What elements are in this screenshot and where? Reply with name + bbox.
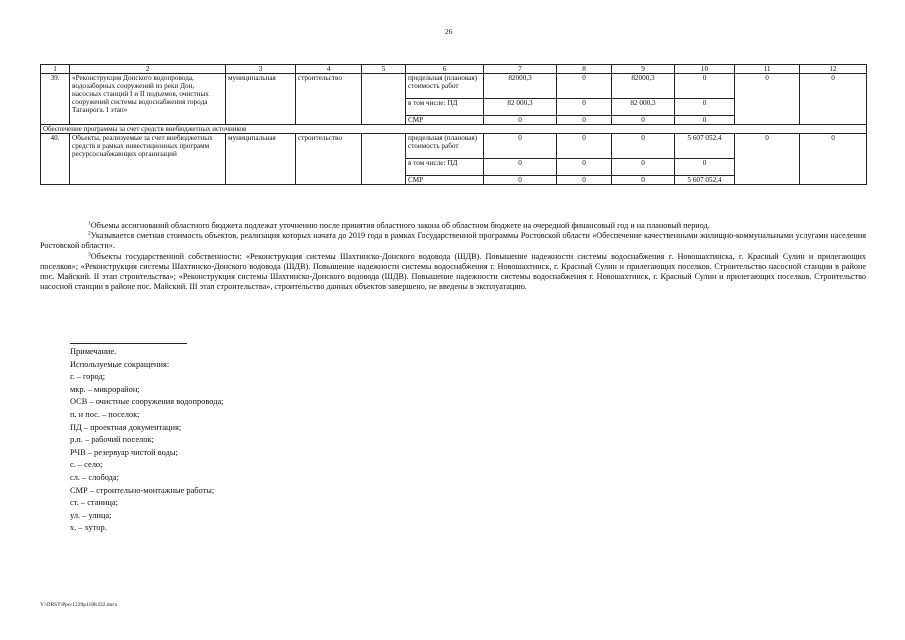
col-header: 2 [70, 65, 226, 74]
abbreviation-item: г. – город; [70, 372, 106, 382]
col-header: 9 [612, 65, 675, 74]
col-header: 7 [484, 65, 557, 74]
cost-label: в том числе: ПД [406, 159, 484, 176]
work-type: строительство [296, 134, 362, 185]
notes-intro: Используемые сокращения: [70, 359, 170, 369]
value-cell: 82000,3 [484, 74, 557, 99]
value-cell: 82 000,3 [484, 99, 557, 116]
value-cell: 0 [557, 176, 612, 185]
column-header-row [41, 65, 867, 74]
ownership-type: муниципальная [226, 74, 296, 125]
program-table [40, 64, 867, 185]
value-cell: 0 [735, 134, 800, 185]
file-path-footer: Y:\ORST\Ppo\1229p1188.f22.docx [40, 602, 118, 608]
footnote-mark: 2 [88, 230, 91, 237]
value-cell: 0 [557, 99, 612, 116]
col-header: 1 [41, 65, 70, 74]
value-cell: 0 [484, 116, 557, 125]
value-cell: 0 [557, 74, 612, 99]
row-number: 40. [41, 134, 70, 185]
value-cell: 0 [675, 99, 735, 116]
abbreviation-item: р.п. – рабочий поселок; [70, 435, 154, 445]
abbreviation-item: РЧВ – резервуар чистой воды; [70, 447, 178, 457]
col-header: 3 [226, 65, 296, 74]
abbreviation-item: мкр. – микрорайон; [70, 384, 140, 394]
cost-label: предельная (плановая) стоимость работ [406, 134, 484, 159]
row-number: 39. [41, 74, 70, 125]
value-cell: 0 [800, 134, 867, 185]
cost-label: предельная (плановая) стоимость работ [406, 74, 484, 99]
footnote-text: Объемы ассигнований областного бюджета подлежат уточнению после принятия областного закона об областном бюджете на очередной финансовый год и на плановый период. [90, 221, 710, 230]
abbreviation-item: сл. – слобода; [70, 472, 119, 482]
col-header: 8 [557, 65, 612, 74]
value-cell: 0 [675, 74, 735, 99]
value-cell: 0 [484, 176, 557, 185]
col-header: 5 [362, 65, 406, 74]
abbreviation-item: СМР – строительно-монтажные работы; [70, 485, 215, 495]
footnote [40, 231, 866, 251]
footnote-mark: 3 [88, 250, 91, 257]
value-cell: 0 [557, 116, 612, 125]
abbreviation-item: ПД – проектная документация; [70, 422, 182, 432]
footnote [40, 221, 866, 231]
col-header: 6 [406, 65, 484, 74]
value-cell: 5 607 052,4 [675, 134, 735, 159]
value-cell: 0 [612, 176, 675, 185]
footnote-text: Объекты государственной собственности: «Реконструкция системы Шахтинско-Донского водовода (ШДВ). Повышение надежности системы водоснабжения г. Новошахтинска, г. Красный Сулин и прилегающих поселков»; «Реконструкция системы Шахтинско-Донского водовода (ШДВ). Повышение надежности системы водоснабжения г. Новошахтинск, г. Красный Сулин и прилегающих поселков. Строительство насосной станции в районе пос. Майский. II этап строительства»; «Реконструкция системы Шахтинско-Донского водовода (ШДВ). Повышение надежности системы водоснабжения г. Новошахтинск, г. Красный Сулин и прилегающих поселков. Строительство насосной станции в районе пос. Майский. III этап строительства», строительство данных объектов завершено, не введены в эксплуатацию. [40, 251, 866, 292]
object-name: «Реконструкция Донского водопровода, водозаборных сооружений из реки Дон, насосных станций I и II подъемов, очистных сооружений системы водоснабжения города Таганрога. I этап» [70, 74, 226, 125]
col5-cell [362, 74, 406, 125]
notes-title: Примечание. [70, 347, 117, 356]
cost-label: СМР [406, 116, 484, 125]
separator-line [70, 343, 187, 344]
footnote-mark: 1 [88, 220, 91, 227]
abbreviation-item: х. – хутор. [70, 523, 107, 533]
work-type: строительство [296, 74, 362, 125]
abbreviation-item: ул. – улица; [70, 510, 112, 520]
value-cell: 0 [675, 159, 735, 176]
abbreviation-item: ОСВ – очистные сооружения водопровода; [70, 397, 224, 407]
page-number: 26 [445, 27, 453, 36]
value-cell: 0 [800, 74, 867, 125]
cost-label: СМР [406, 176, 484, 185]
abbreviations-list [70, 346, 224, 535]
value-cell: 0 [675, 116, 735, 125]
footnote [40, 252, 866, 293]
value-cell: 0 [557, 134, 612, 159]
section-row [41, 125, 867, 134]
footnotes [40, 221, 866, 292]
value-cell: 5 607 052,4 [675, 176, 735, 185]
value-cell: 0 [612, 116, 675, 125]
ownership-type: муниципальная [226, 134, 296, 185]
abbreviation-item: ст. – станица; [70, 498, 118, 508]
value-cell: 0 [612, 159, 675, 176]
table-row [41, 74, 867, 99]
value-cell: 0 [484, 159, 557, 176]
col-header: 10 [675, 65, 735, 74]
col5-cell [362, 134, 406, 185]
cost-label: в том числе: ПД [406, 99, 484, 116]
col-header: 12 [800, 65, 867, 74]
value-cell: 0 [612, 134, 675, 159]
table-row [41, 134, 867, 159]
object-name: Объекты, реализуемые за счет внебюджетных средств в рамках инвестиционных программ ресурсоснабжающих организаций [70, 134, 226, 185]
abbreviation-item: с. – село; [70, 460, 103, 470]
value-cell: 82 000,3 [612, 99, 675, 116]
value-cell: 0 [735, 74, 800, 125]
value-cell: 82000,3 [612, 74, 675, 99]
col-header: 11 [735, 65, 800, 74]
value-cell: 0 [557, 159, 612, 176]
section-label: Обеспечение программы за счет средств внебюджетных источников [41, 125, 867, 134]
col-header: 4 [296, 65, 362, 74]
footnote-text: Указывается сметная стоимость объектов, реализация которых начата до 2019 года в рамках Государственной программы Ростовской области «Обеспечение качественными жилищно-коммунальными услугами населения Ростовской области». [40, 231, 866, 251]
value-cell: 0 [484, 134, 557, 159]
abbreviation-item: п. и пос. – поселок; [70, 409, 140, 419]
